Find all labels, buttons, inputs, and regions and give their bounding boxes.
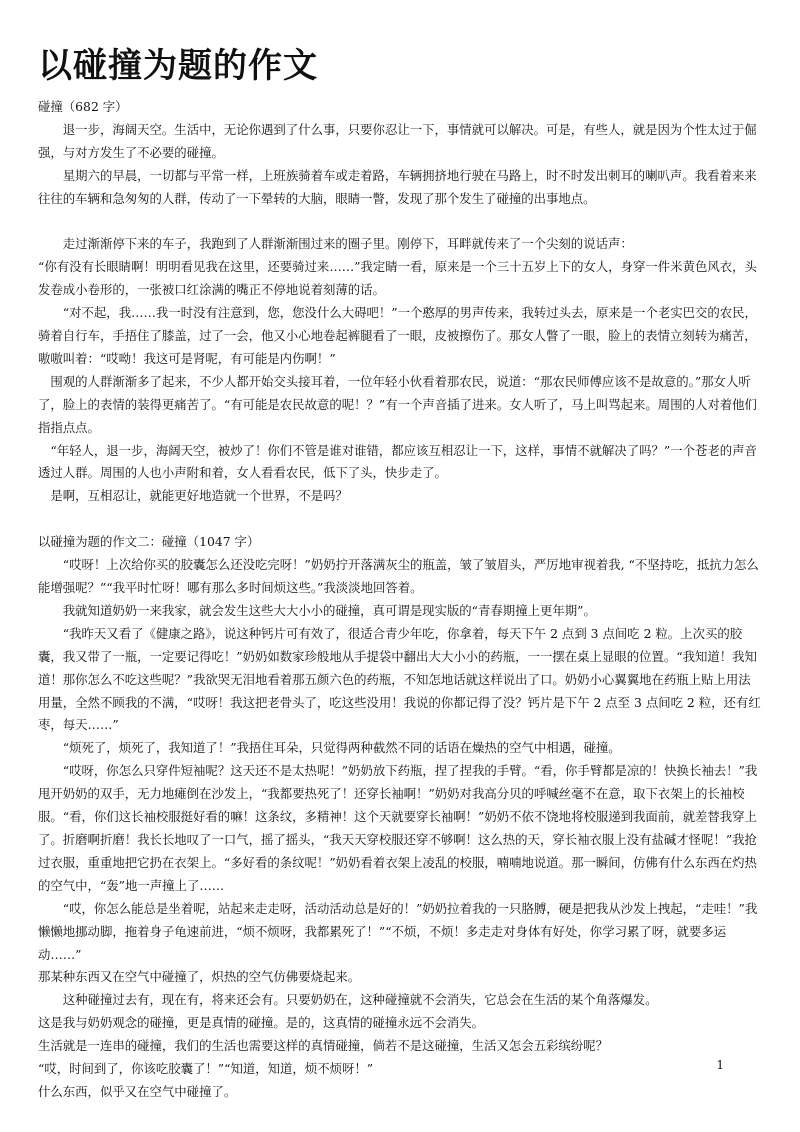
page-number: 1: [716, 1058, 724, 1072]
essay1-paragraph: 退一步，海阔天空。生活中，无论你遇到了什么事，只要你忍让一下，事情就可以解决。可是，有些人，就是因为个性太过于倔强，与对方发生了不必要的碰撞。: [38, 121, 757, 160]
essay2-paragraph: “我昨天又看了《健康之路》，说这种钙片可有效了，很适合青少年吃，你拿着，每天下午 2 点到 3 点间吃 2 粒。上次买的胶囊，我又带了一瓶，一定要记得吃！”奶奶如数家珍般地从手提袋中翻出大大小小的药瓶，一一摆在桌上显眼的位置。“我知道！我知道！那你怎么不吃这些呢？”我欲哭无泪地看着那五颜六色的药瓶，不知怎地话就这样说出了口。奶奶小心翼翼地在药瓶上贴上用法用量，全然不顾我的不满，“哎呀！我这把老骨头了，吃这些没用！我说的你都记得了没？钙片是下午 2 点至 3 点间吃 2 粒，还有红枣，每天……”: [38, 625, 761, 733]
paragraph-gap: [38, 211, 762, 234]
essay1-paragraph: “对不起，我……我一时没有注意到，您，您没什么大碍吧！”一个憨厚的男声传来，我转过头去，原来是一个老实巴交的农民，骑着自行车，手捂住了膝盖，过了一会，他又小心地卷起裤腿看了一眼，皮被擦伤了。那女人瞥了一眼，脸上的表情立刻转为痛苦，嗷嗷叫着：“哎呦！我这可是肾呢，有可能是内伤啊！”: [38, 305, 757, 366]
essay2-paragraph: 什么东西，似乎又在空气中碰撞了。: [38, 1083, 237, 1099]
document-page: [38, 0, 762, 1132]
essay2-paragraph: 这种碰撞过去有，现在有，将来还会有。只要奶奶在，这种碰撞就不会消失，它总会在生活的某个角落爆发。: [62, 992, 658, 1008]
essay2-heading: 以碰撞为题的作文二：碰撞（1047 字）: [38, 534, 260, 550]
essay2-paragraph: 我就知道奶奶一来我家，就会发生这些大大小小的碰撞，真可谓是现实版的“青春期撞上更年期”。: [62, 602, 596, 618]
document-body: [38, 96, 762, 1104]
essay1-paragraph: “你有没有长眼睛啊！明明看见我在这里，还要骑过来……”我定睛一看，原来是一个三十五岁上下的女人，身穿一件米黄色风衣，头发卷成小卷形的，一张被口红涂满的嘴正不停地说着刻薄的话。: [38, 259, 757, 298]
essay1-paragraph: 星期六的早晨，一切都与平常一样，上班族骑着车或走着路，车辆拥挤地行驶在马路上，时不时发出刺耳的喇叭声。我看着来来往往的车辆和急匆匆的人群，传动了一下晕转的大脑，眼睛一瞥，发现了那个发生了碰撞的出事地点。: [38, 167, 757, 206]
essay2-paragraph: “哎呀！上次给你买的胶囊怎么还没吃完呀！”奶奶拧开落满灰尘的瓶盖，皱了皱眉头，严厉地审视着我, “不坚持吃，抵抗力怎么能增强呢？”“我平时忙呀！哪有那么多时间烦这些。”我淡淡地回答着。: [38, 557, 759, 595]
essay1-paragraph: 走过渐渐停下来的车子，我跑到了人群渐渐围过来的圈子里。刚停下，耳畔就传来了一个尖刻的说话声：: [62, 236, 633, 252]
document-title: 以碰撞为题的作文: [38, 46, 318, 86]
paragraph-gap: [38, 508, 762, 531]
essay2-paragraph: “哎，时间到了，你该吃胶囊了！”“知道，知道，烦不烦呀！”: [38, 1061, 374, 1077]
essay2-paragraph: “哎，你怎么能总是坐着呢，站起来走走呀，活动活动总是好的！”奶奶拉着我的一只胳膊，硬是把我从沙发上拽起，“走哇！”我懒懒地挪动脚，拖着身子龟速前进，“烦不烦呀，我都累死了！”“不烦，不烦！多走走对身体有好处，你学习累了呀，就要多运动……”: [38, 900, 758, 962]
essay1-heading: 碰撞（682 字）: [38, 99, 128, 114]
essay1-paragraph: 是啊，互相忍让，就能更好地造就一个世界，不是吗？: [50, 488, 348, 504]
essay2-paragraph: 这是我与奶奶观念的碰撞，更是真情的碰撞。是的，这真情的碰撞永远不会消失。: [38, 1015, 485, 1031]
essay2-paragraph: “烦死了，烦死了，我知道了！”我捂住耳朵，只觉得两种截然不同的话语在燥热的空气中相遇，碰撞。: [62, 740, 621, 756]
essay2-paragraph: “哎呀，你怎么只穿件短袖呢？这天还不是太热呢！”奶奶放下药瓶，捏了捏我的手臂。“看，你手臂都是凉的！快换长袖去！”我甩开奶奶的双手，无力地瘫倒在沙发上，“我都要热死了！还穿长袖啊！”奶奶对我高分贝的呼喊丝毫不在意，取下衣架上的长袖校服。“看，你们这长袖校服挺好看的嘛！这条纹，多精神！这个天就要穿长袖啊！”奶奶不依不饶地将校服递到我面前，就差替我穿上了。折磨啊折磨！我长长地叹了一口气，摇了摇头，“我天天穿校服还穿不够啊！这么热的天，穿长袖衣服上没有盐碱才怪呢！”我抢过衣服，重重地把它扔在衣架上。“多好看的条纹呢！”奶奶看着衣架上凌乱的校服，喃喃地说道。那一瞬间，仿佛有什么东西在灼热的空气中，“轰”地一声撞上了……: [38, 763, 758, 893]
essay1-paragraph: 围观的人群渐渐多了起来，不少人都开始交头接耳着，一位年轻小伙看着那农民，说道：“那农民师傅应该不是故意的。”那女人听了，脸上的表情的装得更痛苦了。“有可能是农民故意的呢！？”有一个声音插了进来。女人听了，马上叫骂起来。周围的人对着他们指指点点。: [38, 373, 757, 435]
essay1-paragraph: “年轻人，退一步，海阔天空，被炒了！你们不管是谁对谁错，都应该互相忍让一下，这样，事情不就解决了吗？”一个苍老的声音透过人群。周围的人也小声附和着，女人看看农民，低下了头，快步走了。: [38, 442, 757, 481]
essay2-paragraph: 那某种东西又在空气中碰撞了，炽热的空气仿佛要烧起来。: [38, 969, 361, 985]
essay2-paragraph: 生活就是一连串的碰撞，我们的生活也需要这样的真情碰撞，倘若不是这碰撞，生活又怎会五彩缤纷呢？: [38, 1038, 608, 1054]
